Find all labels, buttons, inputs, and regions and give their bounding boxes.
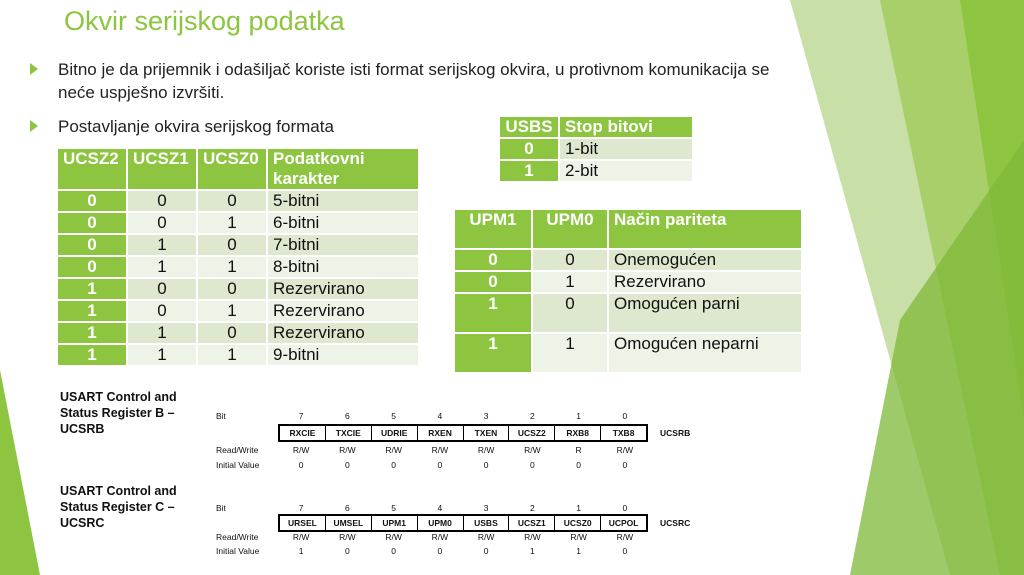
header-cell: UCSZ0 <box>197 148 267 190</box>
table-cell: 0 <box>57 190 127 212</box>
table-row <box>57 278 419 300</box>
bit-name: UCPOL <box>600 516 646 530</box>
register-title: USART Control and Status Register C – UCSRC <box>60 484 177 530</box>
bullet-text: Bitno je da prijemnik i odašiljač koriste isti format serijskog okvira, u protivnom komunikacija se neće uspješno izvršiti. <box>58 60 770 102</box>
bit-number: 4 <box>437 411 443 421</box>
register-name: UCSRB <box>660 428 691 438</box>
bit-name: UPM1 <box>371 516 417 530</box>
table-cell: 0 <box>197 190 267 212</box>
initial-value: 0 <box>622 546 628 556</box>
rw-value: R/W <box>431 532 449 542</box>
header-cell: UPM0 <box>532 209 608 249</box>
bit-number-row <box>278 411 648 421</box>
initial-value: 0 <box>483 460 489 470</box>
usbs-table <box>498 115 694 183</box>
bit-number: 1 <box>576 411 581 421</box>
rw-label: Read/Write <box>216 532 259 542</box>
bit-number: 6 <box>345 503 350 513</box>
table-cell: 0 <box>454 271 532 293</box>
initial-value: 0 <box>437 460 443 470</box>
rw-value: R <box>575 445 582 455</box>
bit-name: USBS <box>463 516 509 530</box>
register-bit-box <box>278 514 648 532</box>
bit-number-row <box>278 503 648 513</box>
table-cell: 0 <box>57 212 127 234</box>
header-cell: Stop bitovi <box>559 116 693 138</box>
rw-row <box>278 445 648 455</box>
table-cell: 0 <box>127 278 197 300</box>
table-header-row <box>57 148 419 190</box>
table-cell: 1 <box>197 212 267 234</box>
bit-name: TXB8 <box>600 426 646 440</box>
table-cell: 1 <box>127 234 197 256</box>
bit-name: RXEN <box>417 426 463 440</box>
table-cell: 0 <box>57 234 127 256</box>
bit-label: Bit <box>216 503 226 513</box>
page-title: Okvir serijskog podatka <box>64 6 345 36</box>
bit-number: 0 <box>622 503 628 513</box>
table-cell: 0 <box>454 249 532 271</box>
table-cell: 1 <box>197 256 267 278</box>
table-cell: Rezervirano <box>267 278 419 300</box>
initial-value: 0 <box>391 546 396 556</box>
table-row <box>499 160 693 182</box>
header-cell: USBS <box>499 116 559 138</box>
bit-name: RXB8 <box>554 426 600 440</box>
initial-value: 0 <box>345 460 350 470</box>
bit-number: 7 <box>298 503 304 513</box>
bit-number: 1 <box>576 503 581 513</box>
table-cell: 1-bit <box>559 138 693 160</box>
table-cell: 1 <box>127 256 197 278</box>
table-cell: 0 <box>127 300 197 322</box>
bit-number: 7 <box>298 411 304 421</box>
table-cell: 0 <box>127 190 197 212</box>
rw-value: R/W <box>339 445 356 455</box>
rw-value: R/W <box>616 445 634 455</box>
rw-value: R/W <box>292 445 310 455</box>
rw-value: R/W <box>385 445 402 455</box>
table-cell: 1 <box>197 300 267 322</box>
table-cell: 1 <box>127 322 197 344</box>
bullet-text: Postavljanje okvira serijskog formata <box>58 117 334 136</box>
table-row <box>57 256 419 278</box>
table-cell: 0 <box>197 278 267 300</box>
table-cell: 1 <box>57 278 127 300</box>
table-row <box>454 333 802 373</box>
table-cell: 1 <box>454 293 532 333</box>
table-cell: 7-bitni <box>267 234 419 256</box>
table-cell: 0 <box>127 212 197 234</box>
initial-value: 0 <box>345 546 350 556</box>
bit-number: 0 <box>622 411 628 421</box>
initial-value: 0 <box>437 546 443 556</box>
table-row <box>57 234 419 256</box>
bit-number: 4 <box>437 503 443 513</box>
rw-value: R/W <box>616 532 634 542</box>
initial-value-label: Initial Value <box>216 546 260 556</box>
rw-value: R/W <box>524 445 541 455</box>
rw-value: R/W <box>292 532 310 542</box>
table-header-row <box>454 209 802 249</box>
initial-value: 0 <box>298 460 304 470</box>
table-cell: 0 <box>197 322 267 344</box>
rw-value: R/W <box>524 532 541 542</box>
bit-name: UMSEL <box>325 516 371 530</box>
bit-number: 2 <box>530 503 535 513</box>
table-cell: 0 <box>499 138 559 160</box>
table-cell: 2-bit <box>559 160 693 182</box>
table-row <box>57 212 419 234</box>
table-cell: 0 <box>532 249 608 271</box>
initial-value: 1 <box>576 546 581 556</box>
header-cell: Način pariteta <box>608 209 802 249</box>
initial-value-row <box>278 460 648 470</box>
table-cell: 1 <box>57 300 127 322</box>
table-cell: Rezervirano <box>267 322 419 344</box>
register-title: USART Control and Status Register B – UCSRB <box>60 390 177 436</box>
table-cell: 1 <box>127 344 197 366</box>
bit-name: TXCIE <box>325 426 371 440</box>
table-row <box>57 322 419 344</box>
bit-name: UPM0 <box>417 516 463 530</box>
rw-value: R/W <box>431 445 449 455</box>
table-cell: 1 <box>454 333 532 373</box>
table-cell: 0 <box>532 293 608 333</box>
table-row <box>454 293 802 333</box>
table-cell: 0 <box>57 256 127 278</box>
table-cell: 1 <box>499 160 559 182</box>
header-cell: Podatkovni karakter <box>267 148 419 190</box>
ucsz-table <box>56 147 420 367</box>
initial-value: 0 <box>576 460 581 470</box>
bit-name: UDRIE <box>371 426 417 440</box>
table-cell: 0 <box>197 234 267 256</box>
rw-value: R/W <box>339 532 356 542</box>
bit-number: 5 <box>391 503 396 513</box>
initial-value: 0 <box>622 460 628 470</box>
header-cell: UPM1 <box>454 209 532 249</box>
register-bit-box <box>278 424 648 442</box>
table-cell: Rezervirano <box>608 271 802 293</box>
rw-row <box>278 532 648 542</box>
table-row <box>57 300 419 322</box>
table-cell: 8-bitni <box>267 256 419 278</box>
initial-value: 0 <box>530 460 535 470</box>
initial-value: 1 <box>298 546 304 556</box>
table-cell: Omogućen neparni <box>608 333 802 373</box>
table-cell: Rezervirano <box>267 300 419 322</box>
bit-number: 2 <box>530 411 535 421</box>
bit-name: TXEN <box>463 426 509 440</box>
bullet-arrow-icon <box>30 63 38 75</box>
rw-value: R/W <box>477 445 495 455</box>
bullet-arrow-icon <box>30 120 38 132</box>
header-cell: UCSZ2 <box>57 148 127 190</box>
table-row <box>57 344 419 366</box>
table-header-row <box>499 116 693 138</box>
bit-number: 5 <box>391 411 396 421</box>
table-cell: 5-bitni <box>267 190 419 212</box>
table-cell: 1 <box>532 333 608 373</box>
table-row <box>499 138 693 160</box>
table-cell: 1 <box>57 344 127 366</box>
table-cell: 1 <box>197 344 267 366</box>
table-row <box>454 271 802 293</box>
header-cell: UCSZ1 <box>127 148 197 190</box>
rw-label: Read/Write <box>216 445 259 455</box>
initial-value: 1 <box>530 546 535 556</box>
bit-name: URSEL <box>288 518 317 528</box>
initial-value-label: Initial Value <box>216 460 260 470</box>
initial-value: 0 <box>391 460 396 470</box>
bit-number: 3 <box>483 503 489 513</box>
bit-name: UCSZ1 <box>508 516 554 530</box>
initial-value-row <box>278 546 648 556</box>
deco-shape-left <box>0 370 40 575</box>
bit-name: UCSZ0 <box>554 516 600 530</box>
register-name: UCSRC <box>660 518 691 528</box>
rw-value: R/W <box>570 532 587 542</box>
bit-number: 3 <box>483 411 489 421</box>
initial-value: 0 <box>483 546 489 556</box>
bit-label: Bit <box>216 411 226 421</box>
bit-number: 6 <box>345 411 350 421</box>
table-row <box>454 249 802 271</box>
table-cell: 1 <box>532 271 608 293</box>
table-cell: Onemogućen <box>608 249 802 271</box>
table-cell: 1 <box>57 322 127 344</box>
table-cell: 6-bitni <box>267 212 419 234</box>
table-cell: 9-bitni <box>267 344 419 366</box>
upm-table <box>453 208 803 374</box>
table-row <box>57 190 419 212</box>
rw-value: R/W <box>385 532 402 542</box>
table-cell: Omogućen parni <box>608 293 802 333</box>
bit-name: UCSZ2 <box>508 426 554 440</box>
bit-name: RXCIE <box>289 428 316 438</box>
rw-value: R/W <box>477 532 495 542</box>
